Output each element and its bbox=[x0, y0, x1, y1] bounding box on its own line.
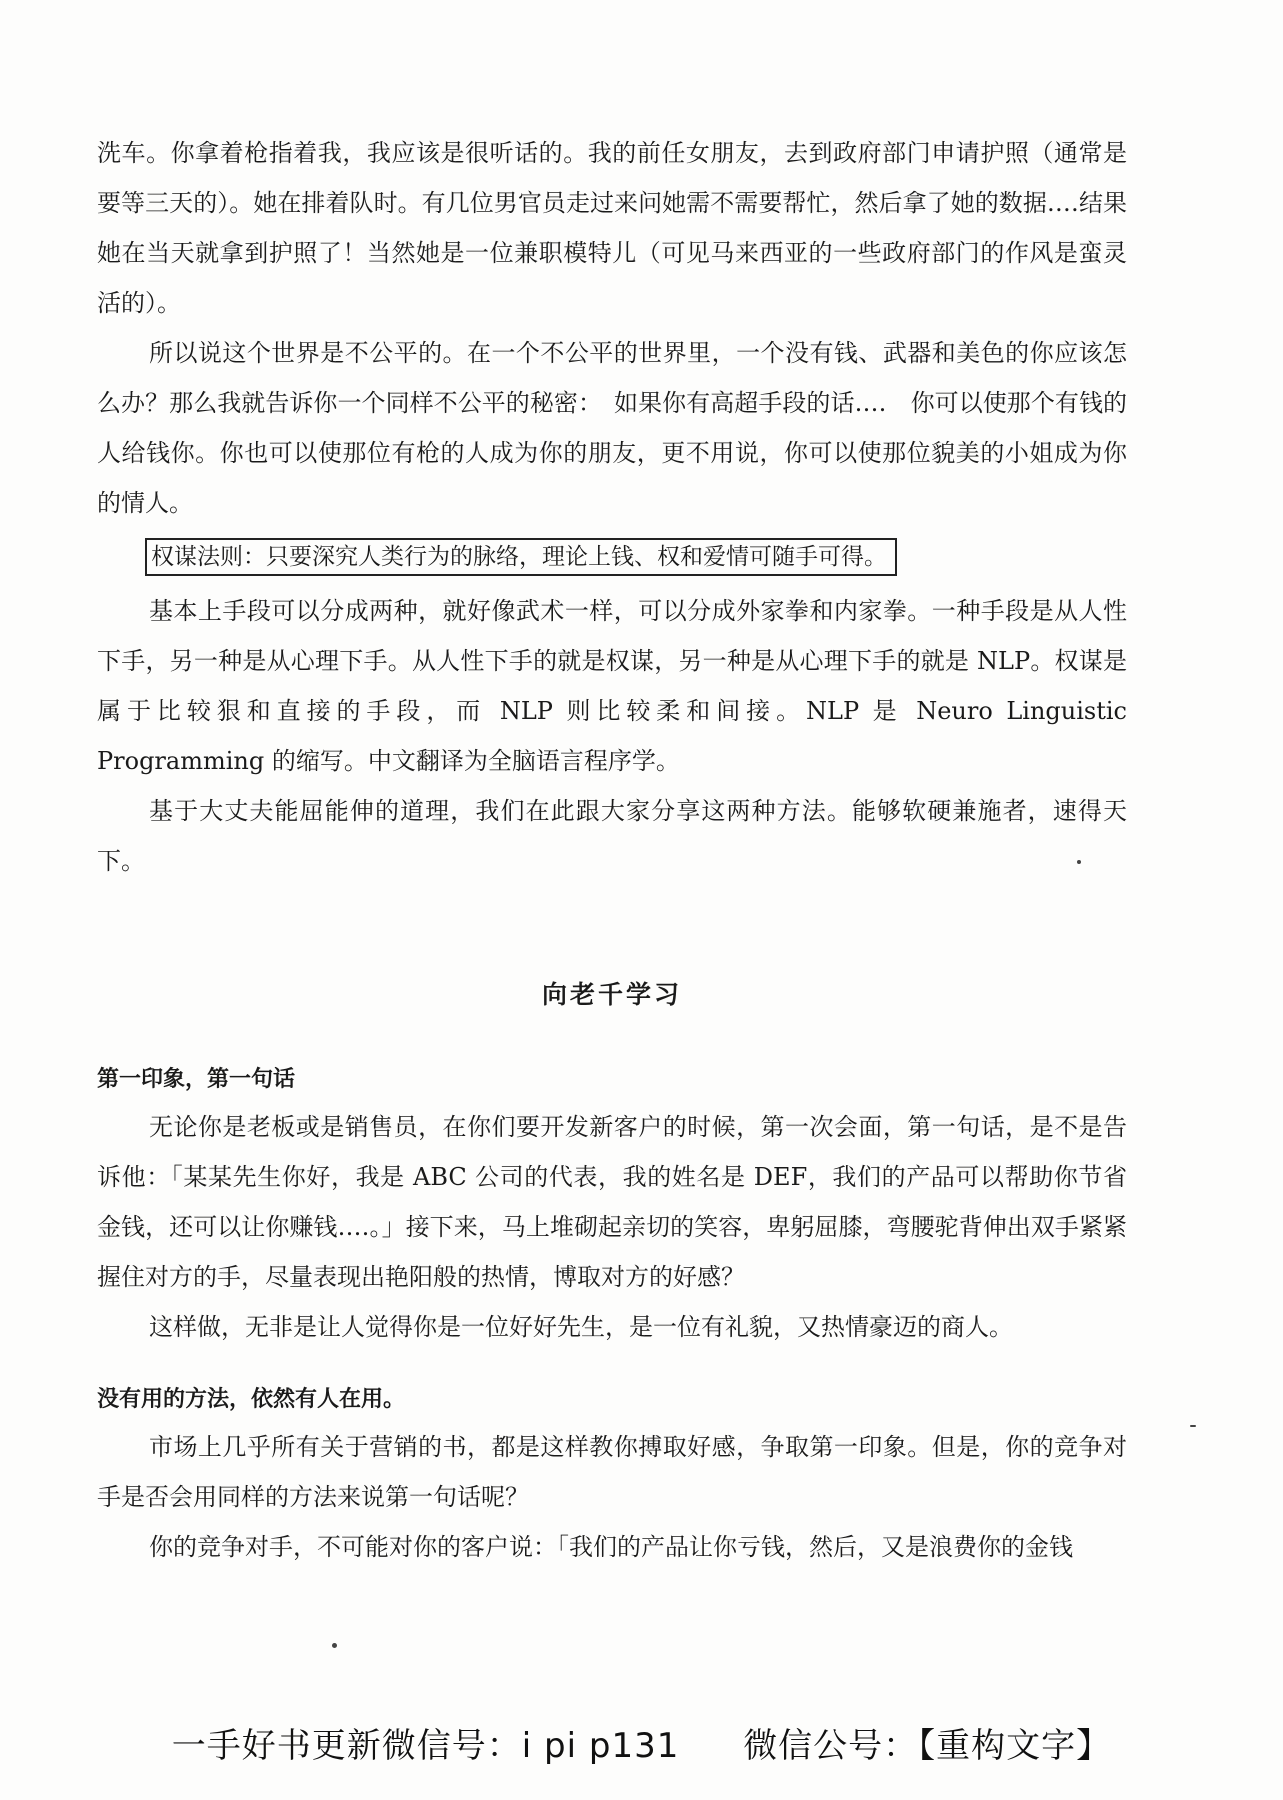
subheading: 第一印象，第一句话 bbox=[97, 1067, 296, 1092]
subheading: 没有用的方法，依然有人在用。 bbox=[97, 1387, 406, 1412]
page-body bbox=[97, 128, 1127, 1572]
scan-speck bbox=[332, 1643, 337, 1648]
paragraph: 洗车。你拿着枪指着我，我应该是很听话的。我的前任女朋友，去到政府部门申请护照（通常是要等三天的）。她在排着队时。有几位男官员走过来问她需不需要帮忙，然后拿了她的数据‥‥结果她在当天就拿到护照了！当然她是一位兼职模特儿（可见马来西亚的一些政府部门的作风是蛮灵活的）。 bbox=[97, 139, 1127, 317]
scan-speck bbox=[1190, 1425, 1196, 1427]
watermark-footer bbox=[0, 1718, 1283, 1767]
rule-box-container bbox=[97, 528, 1127, 586]
footer-wechat-account: 微信公号：【重构文字】 bbox=[743, 1726, 1112, 1766]
paragraph: 基本上手段可以分成两种，就好像武术一样，可以分成外家拳和内家拳。一种手段是从人性下手，另一种是从心理下手。从人性下手的就是权谋，另一种是从心理下手的就是 NLP。权谋是属于比较狠和直接的手段，而 NLP 则比较柔和间接。NLP 是 Neuro Linguistic Programming 的缩写。中文翻译为全脑语言程序学。 bbox=[97, 597, 1127, 775]
paragraph: 你的竞争对手，不可能对你的客户说：「我们的产品让你亏钱，然后，又是浪费你的金钱 bbox=[149, 1533, 1073, 1561]
paragraph: 市场上几乎所有关于营销的书，都是这样教你搏取好感，争取第一印象。但是，你的竞争对手是否会用同样的方法来说第一句话呢？ bbox=[97, 1433, 1127, 1511]
paragraph: 基于大丈夫能屈能伸的道理，我们在此跟大家分享这两种方法。能够软硬兼施者，速得天下。 bbox=[97, 797, 1127, 875]
paragraph: 所以说这个世界是不公平的。在一个不公平的世界里，一个没有钱、武器和美色的你应该怎么办？那么我就告诉你一个同样不公平的秘密： 如果你有高超手段的话‥‥ 你可以使那个有钱的人给钱你。你也可以使那位有枪的人成为你的朋友，更不用说，你可以使那位貌美的小姐成为你的情人。 bbox=[97, 339, 1127, 517]
rule-box: 权谋法则：只要深究人类行为的脉络，理论上钱、权和爱情可随手可得。 bbox=[145, 538, 897, 576]
footer-wechat-id: 一手好书更新微信号：i pi p131 bbox=[171, 1726, 680, 1766]
paragraph: 这样做，无非是让人觉得你是一位好好先生，是一位有礼貌，又热情豪迈的商人。 bbox=[149, 1313, 1013, 1341]
scan-speck bbox=[1077, 860, 1081, 864]
spacer bbox=[97, 1352, 1127, 1378]
paragraph: 无论你是老板或是销售员，在你们要开发新客户的时候，第一次会面，第一句话，是不是告诉他：「某某先生你好，我是 ABC 公司的代表，我的姓名是 DEF，我们的产品可以帮助你节省金钱，还可以让你赚钱‥‥。」接下来，马上堆砌起亲切的笑容，卑躬屈膝，弯腰驼背伸出双手紧紧握住对方的手，尽量表现出艳阳般的热情，博取对方的好感？ bbox=[97, 1113, 1127, 1291]
section-title: 向老千学习 bbox=[541, 980, 682, 1009]
